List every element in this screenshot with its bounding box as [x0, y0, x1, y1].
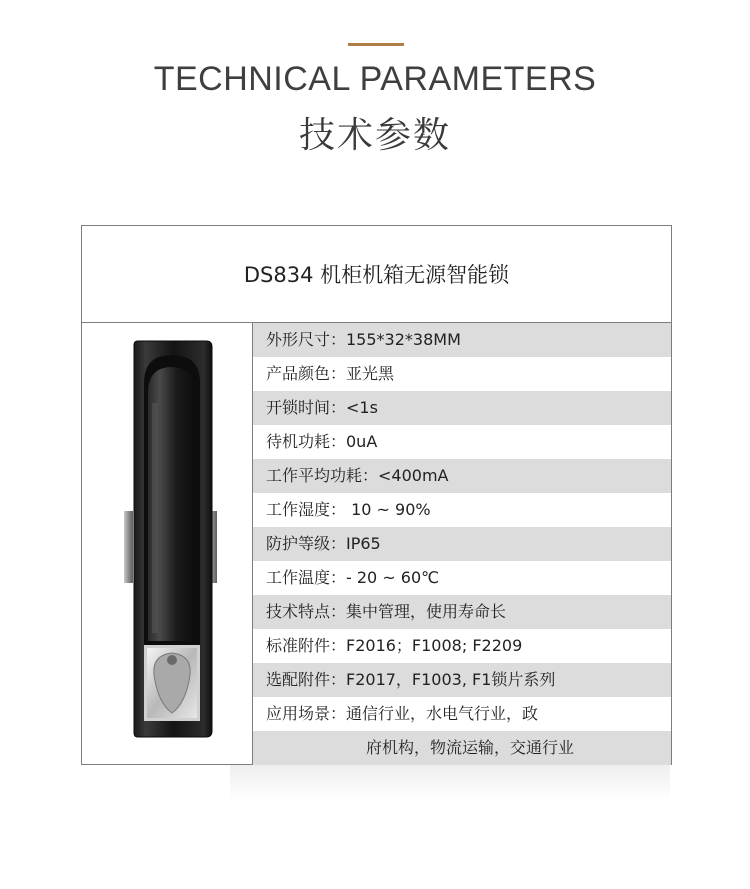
spec-row-humidity: 工作湿度： 10 ~ 90% — [266, 500, 431, 519]
spec-row-color: 产品颜色：亚光黑 — [266, 364, 395, 383]
spec-row-dimensions: 外形尺寸：155*32*38MM — [253, 323, 671, 357]
product-title: DS834 机柜机箱无源智能锁 — [82, 226, 671, 323]
spec-table — [81, 225, 672, 765]
bottom-fade — [230, 765, 670, 800]
lock-handle-image — [82, 323, 253, 764]
product-image-cell — [82, 323, 253, 764]
spec-row-unlock-time: 开锁时间：<1s — [253, 391, 671, 425]
spec-row-optional-accessories: 选配附件：F2017，F1003, F1锁片系列 — [253, 663, 671, 697]
spec-row-applications-continued: 府机构，物流运输，交通行业 — [253, 731, 671, 765]
spec-row-applications: 应用场景：通信行业，水电气行业，政 — [266, 704, 539, 723]
spec-rows — [253, 323, 671, 765]
spec-row-standby-power: 待机功耗：0uA — [266, 432, 378, 451]
spec-row-temperature: 工作温度：- 20 ~ 60℃ — [266, 568, 440, 587]
section-title-english: TECHNICAL PARAMETERS — [153, 60, 597, 98]
accent-divider — [348, 43, 404, 46]
spec-row-protection: 防护等级：IP65 — [253, 527, 671, 561]
section-title-chinese: 技术参数 — [298, 115, 451, 156]
spec-row-features: 技术特点：集中管理，使用寿命长 — [253, 595, 671, 629]
spec-row-avg-power: 工作平均功耗：<400mA — [253, 459, 671, 493]
spec-row-standard-accessories: 标准附件：F2016；F1008; F2209 — [266, 636, 523, 655]
